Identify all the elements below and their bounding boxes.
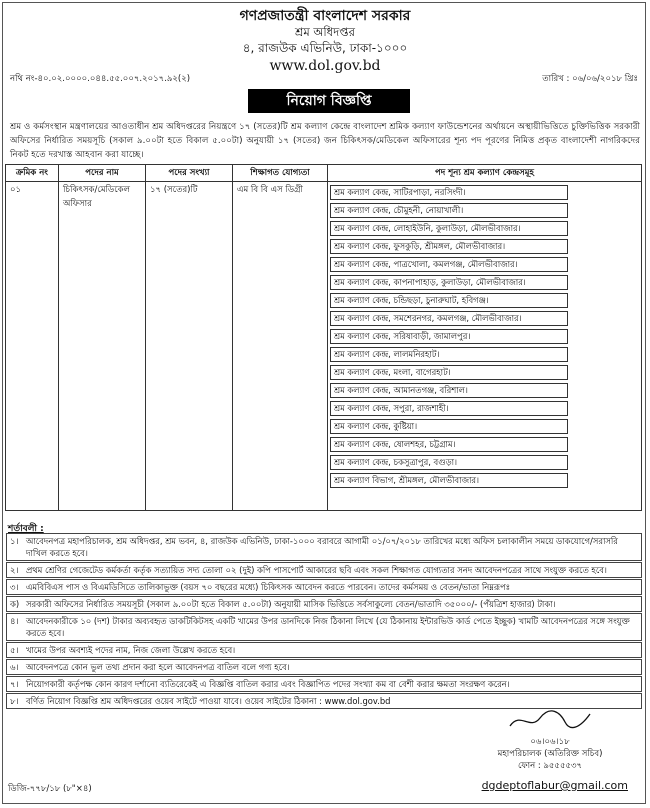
condition-text: প্রথম শ্রেণির গেজেটেড কর্মকর্তা কর্তৃক সত্যায়িত সদ্য তোলা ০২ (দুই) কপি পাসপোর্ট আকারের ছবি এবং সকল শিক্ষাগত যোগ্যতার সনদ আবেদনপত্রের সাথে সংযুক্ত করতে হবে। (26, 565, 607, 575)
condition-number: ৮। (10, 696, 19, 706)
condition-number: ৬। (10, 662, 19, 672)
condition-item (6, 562, 642, 578)
list-item: শ্রম কল্যাণ কেন্দ্র, কাপনাপাহাড়, কুলাউড়া, মৌলভীবাজার। (330, 275, 568, 290)
condition-text: আবেদনপত্রে কোন ভুল তথ্য প্রদান করা হলে আবেদনপত্র বাতিল বলে গণ্য হবে। (26, 662, 290, 672)
vacancy-table (5, 164, 642, 511)
condition-number: ২। (10, 565, 19, 575)
col-post-name: পদের নাম (59, 165, 146, 182)
centers-cell (328, 182, 642, 511)
government-title: গণপ্রজাতন্ত্রী বাংলাদেশ সরকার (239, 8, 411, 24)
memo-number: নথি নং-৪০.০২.০০০০.০৪৪.৫৫.০০৭.২০১৭.৯২(২) (10, 74, 191, 84)
conditions-heading: শর্তাবলী : (8, 524, 44, 534)
website-link[interactable]: www.dol.gov.bd (269, 58, 381, 74)
condition-item (6, 533, 642, 561)
list-item: শ্রম কল্যাণ কেন্দ্র, আমানতগঞ্জ, বরিশাল। (330, 383, 568, 398)
signatory-phone: ফোন : ৯৫৫৫৫৩৭ (517, 761, 583, 771)
condition-number: ১। (10, 536, 19, 546)
table-header-row (6, 165, 642, 182)
list-item: শ্রম কল্যাণ কেন্দ্র, সপুরা, রাজশাহী। (330, 401, 568, 416)
signature-scribble-icon (505, 706, 595, 736)
condition-number: ৭। (10, 679, 19, 689)
condition-text: আবেদনপত্র মহাপরিচালক, শ্রম অধিদপ্তর, শ্রম ভবন, ৪, রাজউক এভিনিউ, ঢাকা-১০০০ বরাবরে আগামী ০১/০৭/২০১৮ তারিখের মধ্যে অফিস চলাকালীন সময়ে ডাকযোগে/সরাসরি দাখিল করতে হবে। (26, 536, 618, 558)
conditions-list (6, 533, 642, 710)
condition-text: এমবিবিএস পাস ও বিএমডিসিতে তালিকাভুক্ত (বয়স ৭০ বছরের মধ্যে) চিকিৎসক আবেদন করতে পারবেন। তাদের কর্মসময় ও বেতন/ভাতা নিম্নরূপঃ (26, 582, 511, 592)
condition-text: নিয়োগকারী কর্তৃপক্ষ কোন কারণ দর্শানো ব্যতিরেকেই এ বিজ্ঞপ্তি বাতিল করার এবং বিজ্ঞাপিত পদের সংখ্যা কম বা বেশী করার ক্ষমতা সংরক্ষণ করেন। (26, 679, 510, 689)
post-name-cell: চিকিৎসক/মেডিকেল অফিসার (59, 182, 146, 511)
qualification-cell: এম বি বি এস ডিগ্রী (233, 182, 328, 511)
list-item: শ্রম কল্যাণ কেন্দ্র, সমশেরনগর, কমলগঞ্জ, মৌলভীবাজার। (330, 311, 568, 326)
signature-block (470, 706, 630, 772)
condition-text: বর্ণিত নিয়োগ বিজ্ঞপ্তি শ্রম অধিদপ্তরের ওয়েব সাইটে পাওয়া যাবে। ওয়েব সাইটের ঠিকানা : www.dol.gov.bd (26, 696, 391, 706)
list-item: শ্রম কল্যাণ কেন্দ্র, পাত্রখোলা, কমলগঞ্জ, মৌলভীবাজার। (330, 257, 568, 272)
list-item: শ্রম কল্যাণ কেন্দ্র, লোহাইউনি, কুলাউড়া, মৌলভীবাজার। (330, 221, 568, 236)
col-post-count: পদের সংখ্যা (146, 165, 233, 182)
list-item: শ্রম কল্যাণ কেন্দ্র, চকসুত্রাপুর, বগুড়া। (330, 455, 568, 470)
list-item: শ্রম কল্যাণ কেন্দ্র, চৌমুহনী, নোয়াখালী। (330, 203, 568, 218)
signature-date: ০৬।০৬।১৮ (530, 737, 570, 747)
condition-number: ৩। (10, 582, 19, 592)
address: ৪, রাজউক এভিনিউ, ঢাকা-১০০০ (242, 41, 408, 55)
list-item: শ্রম কল্যাণ কেন্দ্র, সরিষাবাড়ী, জামালপুর। (330, 329, 568, 344)
condition-item (6, 613, 642, 641)
col-qualification: শিক্ষাগত যোগ্যতা (233, 165, 328, 182)
serial-cell: ০১ (6, 182, 59, 511)
list-item: শ্রম কল্যাণ কেন্দ্র, চন্ডিছড়া, চুনারুঘাট, হবিগঞ্জ। (330, 293, 568, 308)
condition-item (6, 642, 642, 658)
intro-paragraph: শ্রম ও কর্মসংস্থান মন্ত্রণালয়ের আওতাধীন শ্রম অধিদপ্তরের নিয়ন্ত্রণে ১৭ (সতের)টি শ্রম কল্যাণ কেন্দ্রে বাংলাদেশ শ্রমিক কল্যাণ ফাউন্ডেশনের অর্থায়নে অস্থায়ীভিত্তিতে চুক্তিভিত্তিক সরকারী অফিসের নির্ধারিত সময়সূচি (সকাল ৯.০০টা হতে বিকাল ৫.০০টা) অনুযায়ী ১৭ (সতের) জন চিকিৎসক/মেডিকেল অফিসারের শূন্য পদ পূরণের নিমিত্ত প্রকৃত বাংলাদেশী নাগরিকদের নিকট হতে দরখাস্ত আহবান করা যাচ্ছে। (10, 122, 640, 160)
condition-item (6, 659, 642, 675)
condition-item (6, 676, 642, 692)
condition-text: সরকারী অফিসের নির্ধারিত সময়সূচী (সকাল ৯.০০টা হতে বিকাল ৫.০০টা) অনুযায়ী মাসিক ভিত্তিতে সর্বসাকুল্যে বেতন/ভাতাদি ৩৫০০০/- (পঁয়ত্রিশ হাজার) টাকা। (26, 599, 556, 609)
col-serial: ক্রমিক নং (6, 165, 59, 182)
col-centers: পদ শূন্য শ্রম কল্যাণ কেন্দ্রসমূহ (328, 165, 642, 182)
center-list (330, 185, 639, 488)
condition-text: খামের উপর অবশ্যই পদের নাম, নিজ জেলা উল্লেখ করতে হবে। (26, 645, 236, 655)
condition-item (6, 596, 642, 612)
notice-date: তারিখ : ০৬/০৬/২০১৮ খ্রিঃ (542, 74, 638, 84)
post-count-cell: ১৭ (সতের)টি (146, 182, 233, 511)
department-name: শ্রম অধিদপ্তর (295, 25, 355, 39)
table-row (6, 182, 642, 511)
condition-text: আবেদনকারীকে ১০ (দশ) টাকার অব্যবহৃত ডাকটিকিটসহ একটি খামের উপর ডানদিকে নিজ ঠিকানা লিখে (যে ঠিকানায় ইন্টারভিউ কার্ড পেতে ইচ্ছুক) খামটি আবেদনপত্রের সঙ্গে সংযুক্ত করতে হবে। (26, 616, 630, 638)
list-item: শ্রম কল্যাণ কেন্দ্র, ষোলশহর, চট্টগ্রাম। (330, 437, 568, 452)
notice-title: নিয়োগ বিজ্ঞপ্তি (248, 89, 410, 113)
condition-number: ৫। (10, 645, 19, 655)
advertisement-code: ডিজি-৭৭৮/১৮ (৮"×৪) (8, 784, 92, 794)
contact-email[interactable]: dgdeptoflabur@gmail.com (481, 779, 628, 792)
signature-mark (470, 706, 630, 736)
signatory-designation: মহাপরিচালক (অতিরিক্ত সচিব) (497, 749, 603, 759)
list-item: শ্রম কল্যাণ কেন্দ্র, কুষ্টিয়া। (330, 419, 568, 434)
list-item: শ্রম কল্যাণ কেন্দ্র, লালমনিরহাট। (330, 347, 568, 362)
list-item: শ্রম কল্যাণ বিভাগ, শ্রীমঙ্গল, মৌলভীবাজার। (330, 473, 568, 488)
condition-number: ৪। (10, 616, 19, 626)
condition-item (6, 579, 642, 595)
condition-number: ক) (10, 599, 20, 609)
list-item: শ্রম কল্যাণ কেন্দ্র, মংলা, বাগেরহাট। (330, 365, 568, 380)
list-item: শ্রম কল্যাণ কেন্দ্র, সাটিরপাড়া, নরসিংদী। (330, 185, 568, 200)
list-item: শ্রম কল্যাণ কেন্দ্র, ফুসকুড়ি, শ্রীমঙ্গল, মৌলভীবাজার। (330, 239, 568, 254)
